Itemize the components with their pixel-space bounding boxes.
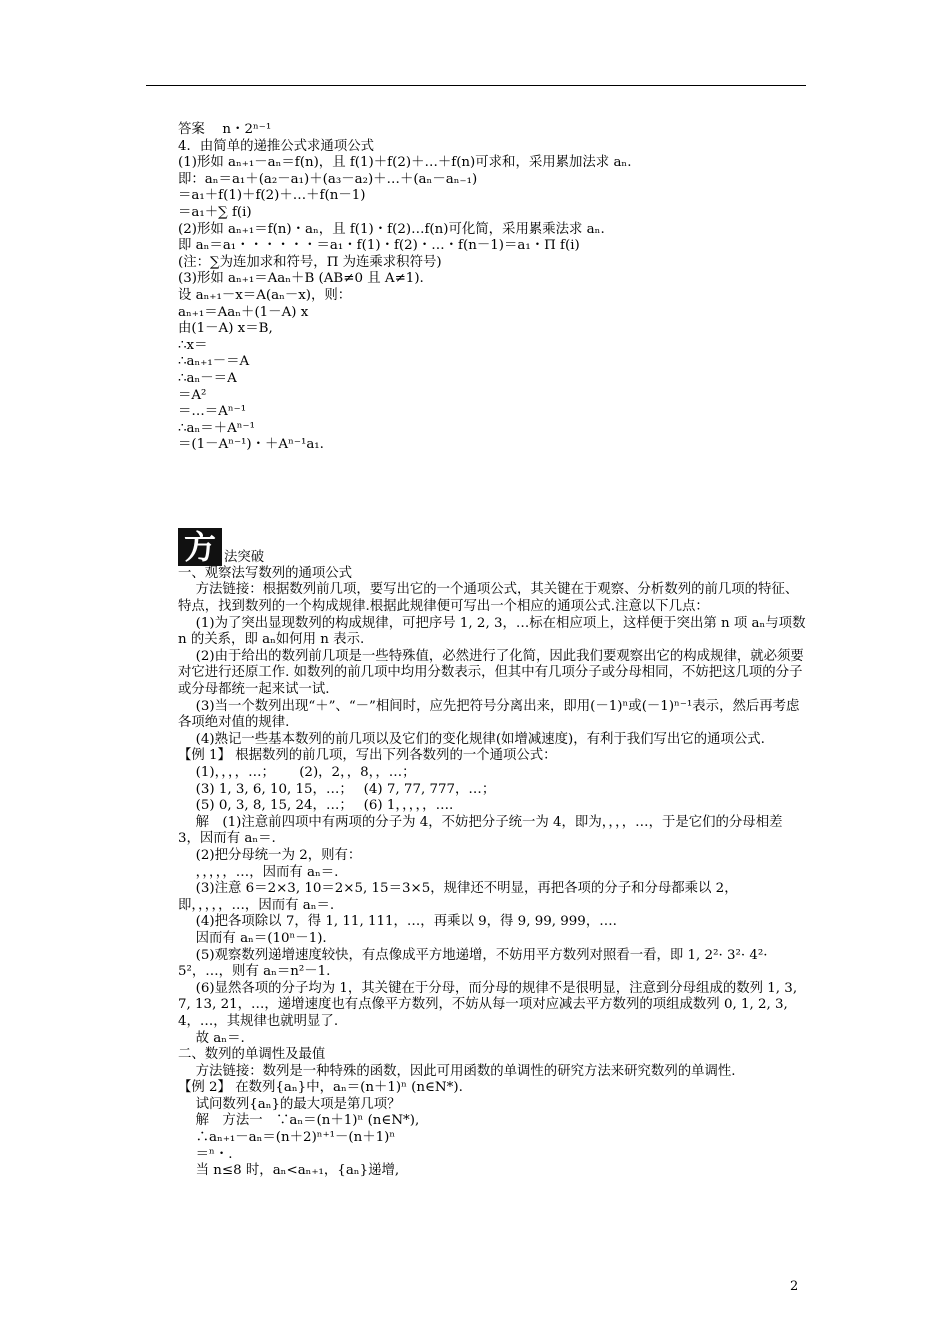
example-2 [178,1047,808,1180]
text-line: 因而有 aₙ＝(10ⁿ－1). [178,930,327,946]
section-heading [178,528,808,566]
text-line: (5) 0, 3, 8, 15, 24，…； (6) 1，，，，，…. [178,798,454,814]
text-line: (注：∑为连加求和符号，Π 为连乘求积符号) [178,254,442,270]
subsection-title: 二、数列的单调性及最值 [178,1047,326,1063]
paragraph: 方法链接：根据数列前几项，要写出它的一个通项公式，其关键在于观察、分析数列的前几项的特征、特点，找到数列的一个构成规律.根据此规律便可写出一个相应的通项公式.注意以下几点： [178,582,799,615]
paragraph: (6)显然各项的分子均为 1，其关键在于分母，而分母的规律不是很明显，注意到分母组成的数列 1, 3, 7, 13, 21，…，递增速度也有点像平方数列，不妨从每一项对应减去平方数列的项组成数列 0, 1, 2, 3, 4，…，其规律也就明显了. [178,980,798,1029]
paragraph: (1)为了突出显现数列的构成规律，可把序号 1, 2, 3，…标在相应项上，这样便于突出第 n 项 aₙ与项数 n 的关系，即 aₙ如何用 n 表示. [178,615,806,648]
text-line: (3)形如 aₙ₊₁＝Aaₙ＋B (AB≠0 且 A≠1). [178,271,424,287]
text-line: ∴aₙ＝＋Aⁿ⁻¹ [178,420,255,436]
text-line: ∴aₙ₊₁－aₙ＝(n＋2)ⁿ⁺¹－(n＋1)ⁿ [178,1130,396,1146]
paragraph: (4)熟记一些基本数列的前几项以及它们的变化规律(如增减速度)，有利于我们写出它的通项公式. [178,731,765,747]
paragraph: (3)注意 6＝2×3, 10＝2×5, 15＝3×5，规律还不明显，再把各项的分子和分母都乘以 2，即，，，，，…，因而有 aₙ＝. [178,881,738,913]
subsection-title: 一、观察法写数列的通项公式 [178,565,353,581]
text-line: ∴aₙ－＝A [178,370,237,386]
paragraph: (2)由于给出的数列前几项是一些特殊值，必然进行了化简，因此我们要观察出它的构成规律，就必须要对它进行还原工作. 如数列的前几项中均用分数表示，但其中有几项分子或分母相同，不妨把这几项的分子或分母都统一起来试一试. [178,648,804,698]
section-badge: 方 [178,528,222,566]
paragraph: (5)观察数列递增速度较快，有点像成平方地递增，不妨用平方数列对照看一看，即 1, 2²· 3²· 4²· 5²，…，则有 aₙ＝n²－1. [178,947,768,980]
spacer [178,454,808,528]
example-title: 【例 2】 在数列{aₙ}中，aₙ＝(n＋1)ⁿ (n∈N*). [178,1080,463,1096]
text-line: (4)把各项除以 7，得 1, 11, 111，…，再乘以 9，得 9, 99, 999，…. [178,914,617,930]
text-line: (3) 1, 3, 6, 10, 15，…； (4) 7, 77, 777，…； [178,781,496,797]
text-line: ∴x＝ [178,337,208,353]
paragraph: (3)当一个数列出现“＋”、“－”相间时，应先把符号分离出来，即用(－1)ⁿ或(－1)ⁿ⁻¹表示，然后再考虑各项绝对值的规律. [178,698,800,731]
text-line: 设 aₙ₊₁－x＝A(aₙ－x)，则： [178,287,352,303]
text-line: ＝a₁＋∑ f(i) [178,204,252,220]
text-line: ＝a₁＋f(1)＋f(2)＋…＋f(n－1) [178,188,366,204]
text-line: ＝ⁿ・. [178,1146,233,1162]
text-line: ∴aₙ₊₁－＝A [178,354,250,370]
section-heading-text: 法突破 [224,549,265,565]
text-line: 即：aₙ＝a₁＋(a₂－a₁)＋(a₃－a₂)＋…＋(aₙ－aₙ₋₁) [178,171,478,187]
text-line: aₙ₊₁＝Aaₙ＋(1－A) x [178,304,309,320]
paragraph: 解 (1)注意前四项中有两项的分子为 4，不妨把分子统一为 4，即为，，，，…，于是它们的分母相差 3，因而有 aₙ＝. [178,814,783,847]
text-line: (2)形如 aₙ₊₁＝f(n)・aₙ，且 f(1)・f(2)…f(n)可化简，采用累乘法求 aₙ. [178,221,605,237]
header-rule [146,85,806,86]
text-line: (2)把分母统一为 2，则有： [178,847,362,863]
text-line: 当 n≤8 时，aₙ<aₙ₊₁，{aₙ}递增, [178,1163,400,1179]
text-line: 4．由简单的递推公式求通项公式 [178,138,374,154]
text-line: 解 方法一 ∵aₙ＝(n＋1)ⁿ (n∈N*), [178,1113,420,1129]
page-content [178,122,808,1180]
example-title: 【例 1】 根据数列的前几项，写出下列各数列的一个通项公式： [178,748,557,764]
top-block [178,122,808,454]
method-block [178,566,808,749]
text-line: 答案 n・2ⁿ⁻¹ [178,122,272,137]
page-number: 2 [790,1279,799,1294]
text-line: ，，，，，…，因而有 aₙ＝. [178,864,339,880]
text-line: 由(1－A) x＝B, [178,321,273,337]
text-line: (1)，，，，…； (2)，2，，8，，…； [178,765,416,780]
text-line: ＝(1－Aⁿ⁻¹)・＋Aⁿ⁻¹a₁. [178,437,324,453]
text-line: 即 aₙ＝a₁・・・・・・＝a₁・f(1)・f(2)・…・f(n－1)＝a₁・Π f(i) [178,238,580,254]
text-line: (1)形如 aₙ₊₁－aₙ＝f(n)，且 f(1)＋f(2)＋…＋f(n)可求和，采用累加法求 aₙ. [178,155,632,171]
text-line: ＝A² [178,387,207,403]
text-line: ＝…＝Aⁿ⁻¹ [178,404,247,420]
example-1 [178,748,808,1047]
text-line: 试问数列{aₙ}的最大项是第几项？ [178,1096,401,1112]
paragraph: 方法链接：数列是一种特殊的函数，因此可用函数的单调性的研究方法来研究数列的单调性. [178,1063,736,1079]
text-line: 故 aₙ＝. [178,1030,245,1046]
